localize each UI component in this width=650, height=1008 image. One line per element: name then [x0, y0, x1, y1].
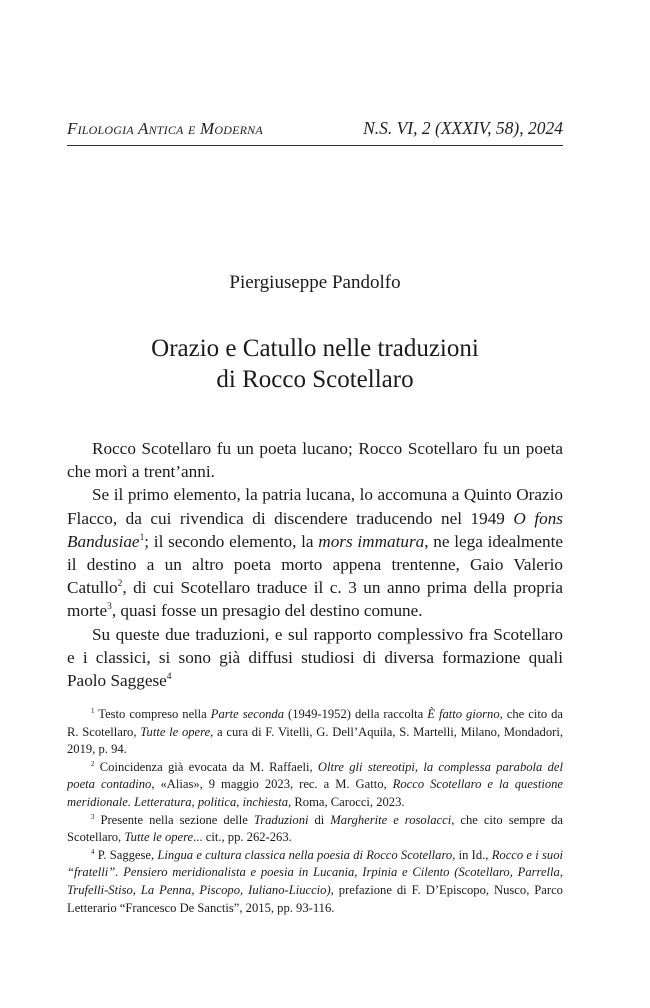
work-title: Tutte le opere	[140, 724, 211, 739]
text-span: , Roma, Carocci, 2023.	[288, 794, 405, 809]
article-author: Piergiuseppe Pandolfo	[229, 272, 401, 293]
footnote-4	[67, 847, 563, 917]
work-title: Traduzioni	[253, 812, 309, 827]
latin-phrase: mors immatura	[318, 531, 425, 551]
work-title: Rocco e i suoi “fratelli”. Pensiero meridionalista e poesia in Lucania, Irpinia e Cilento (Scotellaro, Parrella, Trufelli-Stiso, La Penna, Piscopo, Iuliano-Liuccio)	[67, 847, 563, 897]
footnote-number: 4	[91, 848, 95, 856]
text-span: , prefazione di F. D’Episcopo, Nusco, Parco Letterario “Francesco De Sanctis”, 2015, pp. 93-116.	[67, 882, 563, 915]
text-span: , di cui Scotellaro traduce il c. 3 un anno prima della propria morte	[67, 578, 563, 621]
text-span: P. Saggese,	[97, 847, 158, 862]
work-title: O fons Bandusiae	[67, 508, 563, 551]
text-span: (1949-1952) della raccolta	[284, 707, 428, 721]
work-title: È fatto giorno	[427, 707, 500, 721]
text-span: , «Alias», 9 maggio 2023, rec. a M. Gatto,	[151, 777, 393, 792]
footnote-ref-4[interactable]: 4	[166, 671, 172, 682]
text-span: Su queste due traduzioni, e sul rapporto complessivo fra Scotellaro e i classici, si sono già diffusi studiosi di diversa formazione quali Paolo Saggese	[67, 624, 563, 691]
work-title: Rocco Scotellaro e la questione meridionale. Letteratura, politica, inchiesta	[67, 777, 563, 809]
footnote-1	[67, 706, 563, 759]
body-paragraph-3	[67, 623, 563, 693]
work-title: Margherite e rosolacci	[330, 812, 452, 827]
article-title	[67, 333, 563, 395]
title-line-1: Orazio e Catullo nelle traduzioni	[151, 335, 479, 362]
header-rule	[67, 145, 563, 146]
text-span: Testo compreso nella	[98, 707, 211, 721]
text-span: , ne lega idealmente il destino a un altro poeta morto appena trentenne, Gaio Valerio Catullo	[67, 531, 564, 598]
work-title: Tutte le opere	[124, 830, 194, 845]
footnote-2	[67, 759, 563, 812]
footnote-ref-3[interactable]: 3	[107, 602, 112, 613]
footnotes	[67, 706, 563, 917]
text-span: Presente nella sezione delle	[100, 812, 254, 827]
footnote-number: 2	[91, 760, 95, 768]
footnote-number: 1	[91, 707, 95, 715]
body-paragraph-2	[67, 483, 563, 622]
work-title: Oltre gli stereotipi, la complessa parabola del poeta contadino	[67, 759, 563, 792]
work-title: Lingua e cultura classica nella poesia di Rocco Scotellaro	[157, 847, 453, 862]
text-span: , quasi fosse un presagio del destino comune.	[111, 601, 423, 621]
footnote-ref-1[interactable]: 1	[139, 532, 145, 543]
text-span: , che cito da R. Scotellaro,	[67, 707, 564, 739]
title-line-2: di Rocco Scotellaro	[216, 366, 414, 393]
body-paragraph-1: Rocco Scotellaro fu un poeta lucano; Rocco Scotellaro fu un poeta che morì a trent’anni.	[67, 439, 563, 482]
article-body	[67, 437, 563, 692]
work-title: Parte seconda	[210, 707, 285, 721]
footnote-number: 3	[91, 813, 95, 821]
journal-name: Filologia Antica e Moderna	[67, 119, 263, 138]
running-header	[67, 118, 563, 139]
text-span: ... cit., pp. 262-263.	[193, 830, 292, 845]
text-span: , a cura di F. Vitelli, G. Dell’Aquila, S. Martelli, Milano, Mondadori, 2019, p. 94.	[67, 724, 563, 757]
text-span: Coincidenza già evocata da M. Raffaeli,	[99, 759, 318, 774]
text-span: ; il secondo elemento, la	[144, 531, 319, 551]
issue-number: N.S. VI, 2 (XXXIV, 58), 2024	[363, 118, 563, 138]
text-span: Se il primo elemento, la patria lucana, lo accomuna a Quinto Orazio Flacco, da cui rivendica di discendere traducendo nel 1949	[67, 485, 563, 528]
text-span: di	[308, 812, 331, 827]
text-span: , che cito sempre da Scotellaro,	[67, 812, 563, 845]
footnote-3	[67, 812, 563, 847]
footnote-ref-2[interactable]: 2	[117, 579, 123, 590]
text-span: , in Id.,	[452, 847, 492, 862]
